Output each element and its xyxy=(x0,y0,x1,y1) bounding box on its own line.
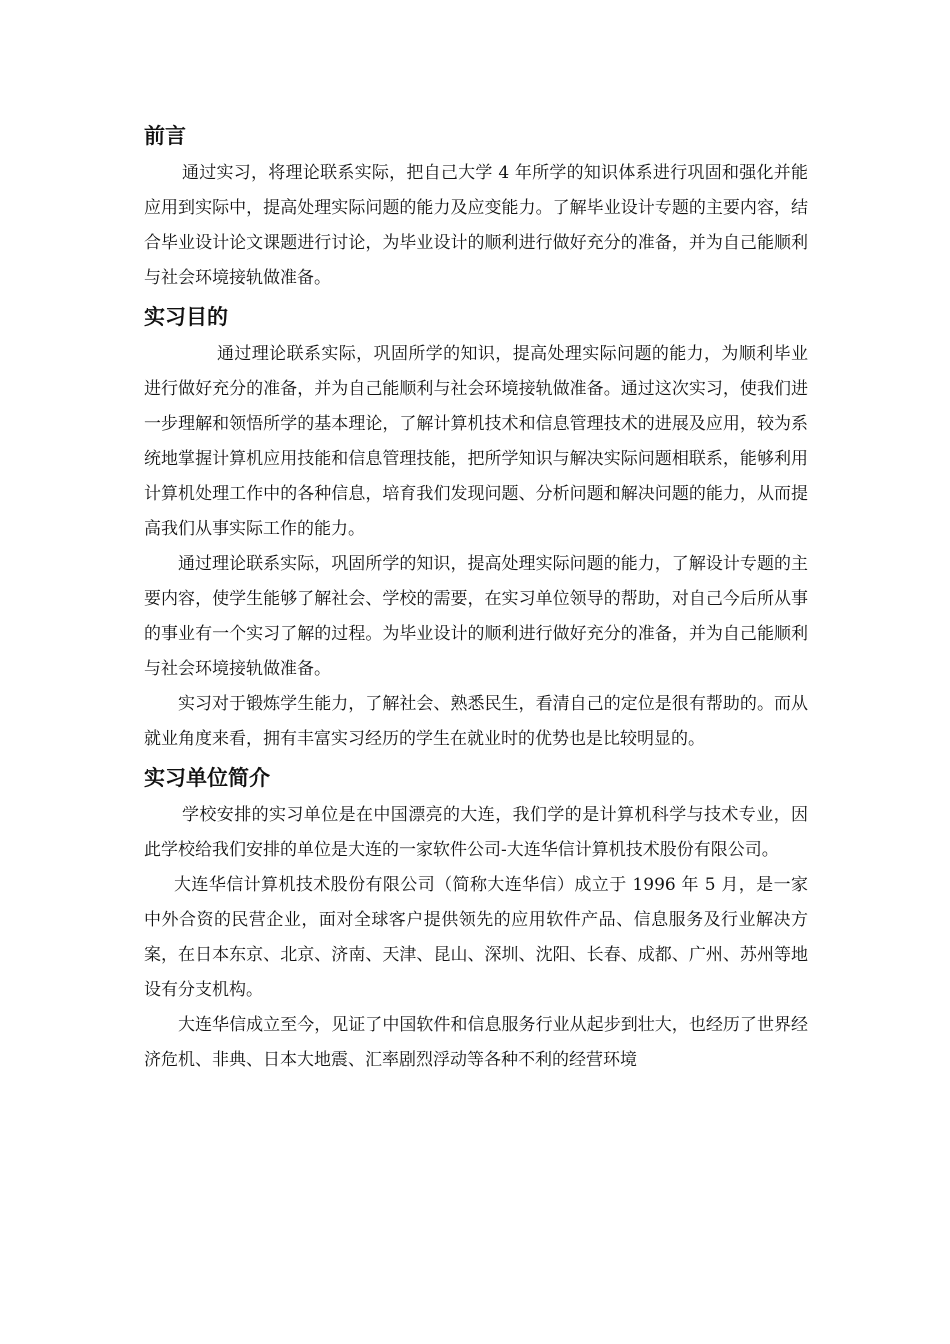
company-paragraph-3: 大连华信成立至今，见证了中国软件和信息服务行业从起步到壮大，也经历了世界经济危机、非典、日本大地震、汇率剧烈浮动等各种不利的经营环境 xyxy=(144,1015,808,1070)
company-paragraph-2: 大连华信计算机技术股份有限公司（简称大连华信）成立于 1996 年 5 月，是一家中外合资的民营企业，面对全球客户提供领先的应用软件产品、信息服务及行业解决方案，在日本东京、北京、济南、天津、昆山、深圳、沈阳、长春、成都、广州、苏州等地设有分支机构。 xyxy=(144,875,808,1000)
purpose-paragraph-3: 实习对于锻炼学生能力，了解社会、熟悉民生，看清自己的定位是很有帮助的。而从就业角度来看，拥有丰富实习经历的学生在就业时的优势也是比较明显的。 xyxy=(144,694,808,749)
section-heading-internship-purpose: 实习目的 xyxy=(144,305,228,329)
purpose-paragraph-2: 通过理论联系实际，巩固所学的知识，提高处理实际问题的能力，了解设计专题的主要内容，使学生能够了解社会、学校的需要，在实习单位领导的帮助，对自己今后所从事的事业有一个实习了解的过程。为毕业设计的顺利进行做好充分的准备，并为自己能顺利与社会环境接轨做准备。 xyxy=(144,554,808,679)
company-paragraph-1: 学校安排的实习单位是在中国漂亮的大连，我们学的是计算机科学与技术专业，因此学校给我们安排的单位是大连的一家软件公司-大连华信计算机技术股份有限公司。 xyxy=(144,805,808,860)
section-heading-preface: 前言 xyxy=(144,124,186,148)
section-heading-company-intro: 实习单位简介 xyxy=(144,766,270,790)
purpose-paragraph-1: 通过理论联系实际，巩固所学的知识，提高处理实际问题的能力，为顺利毕业进行做好充分的准备，并为自己能顺利与社会环境接轨做准备。通过这次实习，使我们进一步理解和领悟所学的基本理论，了解计算机技术和信息管理技术的进展及应用，较为系统地掌握计算机应用技能和信息管理技能，把所学知识与解决实际问题相联系，能够利用计算机处理工作中的各种信息，培育我们发现问题、分析问题和解决问题的能力，从而提高我们从事实际工作的能力。 xyxy=(144,344,808,539)
preface-paragraph-1: 通过实习，将理论联系实际，把自己大学 4 年所学的知识体系进行巩固和强化并能应用到实际中，提高处理实际问题的能力及应变能力。了解毕业设计专题的主要内容，结合毕业设计论文课题进行讨论，为毕业设计的顺利进行做好充分的准备，并为自己能顺利与社会环境接轨做准备。 xyxy=(144,163,808,288)
document-body xyxy=(144,118,808,1078)
